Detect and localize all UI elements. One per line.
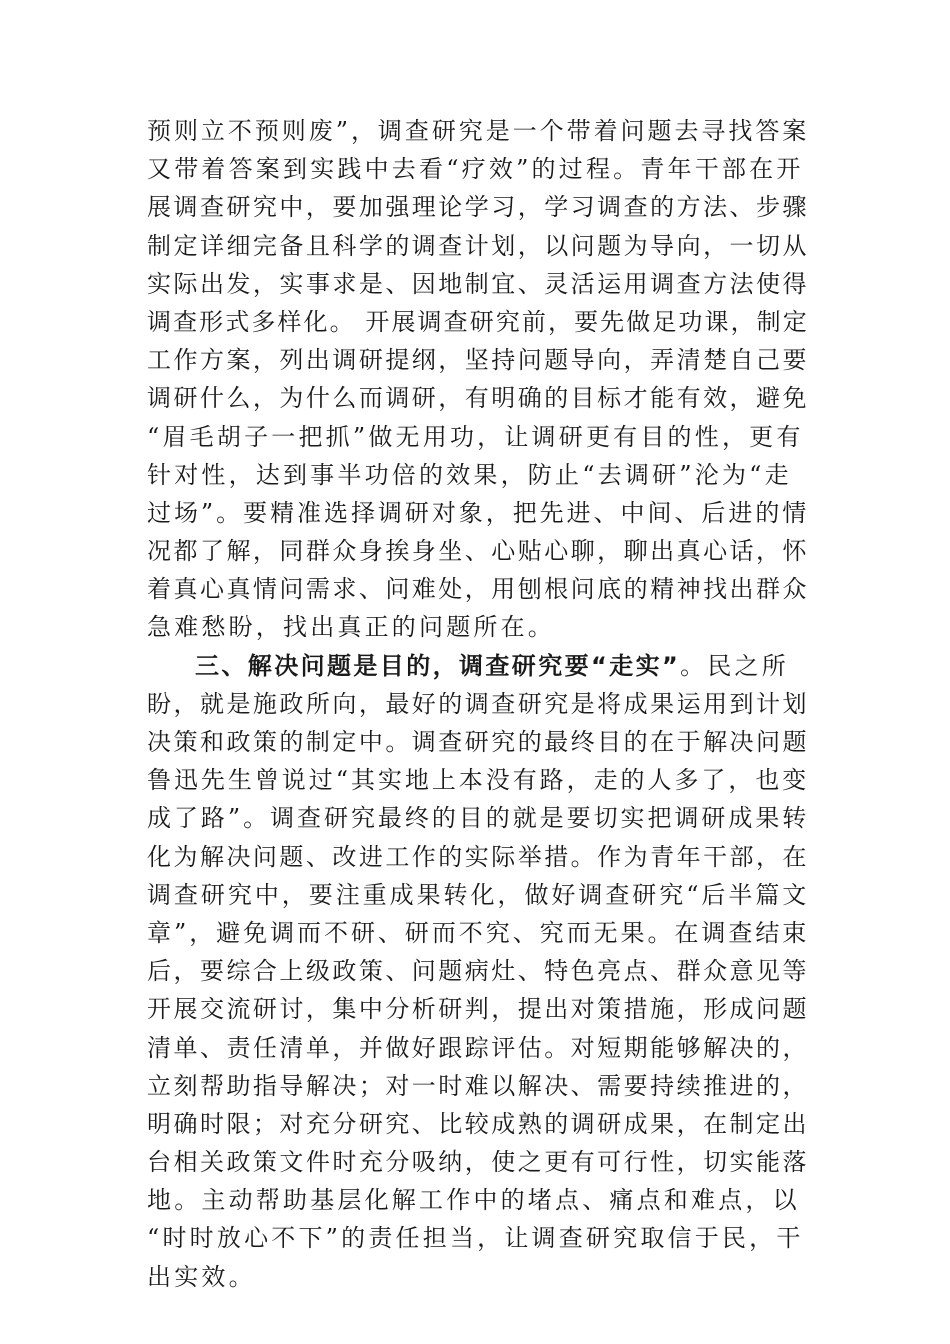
text-line: 决策和政策的制定中。调查研究的最终目的在于解决问题 bbox=[147, 728, 809, 756]
text-line: 调研什么，为什么而调研，有明确的目标才能有效，避免 bbox=[147, 384, 809, 413]
text-line: 针对性，达到事半功倍的效果，防止“去调研”沦为“走 bbox=[147, 460, 792, 489]
text-line: 清单、责任清单，并做好跟踪评估。对短期能够解决的， bbox=[147, 1033, 809, 1062]
text-line: 况都了解，同群众身挨身坐、心贴心聊，聊出真心话，怀 bbox=[147, 537, 809, 566]
text-line: 调查形式多样化。 开展调查研究前，要先做足功课，制定 bbox=[147, 307, 809, 336]
text-line: “眉毛胡子一把抓”做无用功，让调研更有目的性，更有 bbox=[147, 422, 804, 451]
paragraph-2 bbox=[147, 647, 809, 1296]
section-heading-line bbox=[147, 647, 809, 685]
text-line: 鲁迅先生曾说过“其实地上本没有路，走的人多了，也变 bbox=[147, 766, 810, 795]
text-line: 又带着答案到实践中去看“疗效”的过程。青年干部在开 bbox=[147, 155, 804, 184]
text-line: 开展交流研讨，集中分析研判，提出对策措施，形成问题 bbox=[147, 995, 809, 1024]
text-line: 立刻帮助指导解决；对一时难以解决、需要持续推进的， bbox=[147, 1071, 809, 1100]
document-body bbox=[147, 112, 809, 1296]
text-line: 明确时限；对充分研究、比较成熟的调研成果，在制定出 bbox=[147, 1109, 809, 1138]
text-line: 着真心真情问需求、问难处，用刨根问底的精神找出群众 bbox=[147, 575, 809, 604]
text-line: 展调查研究中，要加强理论学习，学习调查的方法、步骤 bbox=[147, 193, 809, 222]
text-line: 预则立不预则废”，调查研究是一个带着问题去寻找答案 bbox=[147, 117, 810, 145]
paragraph-1 bbox=[147, 112, 809, 647]
text-line: 化为解决问题、改进工作的实际举措。作为青年干部，在 bbox=[147, 842, 809, 871]
text-line: 出实效。 bbox=[147, 1262, 256, 1291]
text-line: 实际出发，实事求是、因地制宜、灵活运用调查方法使得 bbox=[147, 269, 809, 298]
text-line: 制定详细完备且科学的调查计划，以问题为导向，一切从 bbox=[147, 231, 809, 260]
text-line: 急难愁盼，找出真正的问题所在。 bbox=[147, 613, 555, 642]
section-heading: 三、解决问题是目的，调查研究要“走实” bbox=[195, 651, 681, 680]
text-line: 台相关政策文件时充分吸纳，使之更有可行性，切实能落 bbox=[147, 1148, 809, 1177]
text-line: 章”，避免调而不研、研而不究、究而无果。在调查结束 bbox=[147, 918, 810, 947]
text-line: 调查研究中，要注重成果转化，做好调查研究“后半篇文 bbox=[147, 880, 810, 909]
text-line: 地。主动帮助基层化解工作中的堵点、痛点和难点，以 bbox=[147, 1186, 800, 1215]
text-line: 过场”。要精准选择调研对象，把先进、中间、后进的情 bbox=[147, 498, 810, 527]
text-line: 盼，就是施政所向，最好的调查研究是将成果运用到计划 bbox=[147, 689, 809, 718]
text-line: 后，要综合上级政策、问题病灶、特色亮点、群众意见等 bbox=[147, 957, 809, 986]
text-line: 成了路”。调查研究最终的目的就是要切实把调研成果转 bbox=[147, 804, 810, 833]
text-line: “时时放心不下”的责任担当，让调查研究取信于民，干 bbox=[147, 1224, 804, 1253]
text-line: 工作方案，列出调研提纲，坚持问题导向，弄清楚自己要 bbox=[147, 346, 809, 375]
section-heading-continuation: 。民之所 bbox=[680, 651, 789, 680]
